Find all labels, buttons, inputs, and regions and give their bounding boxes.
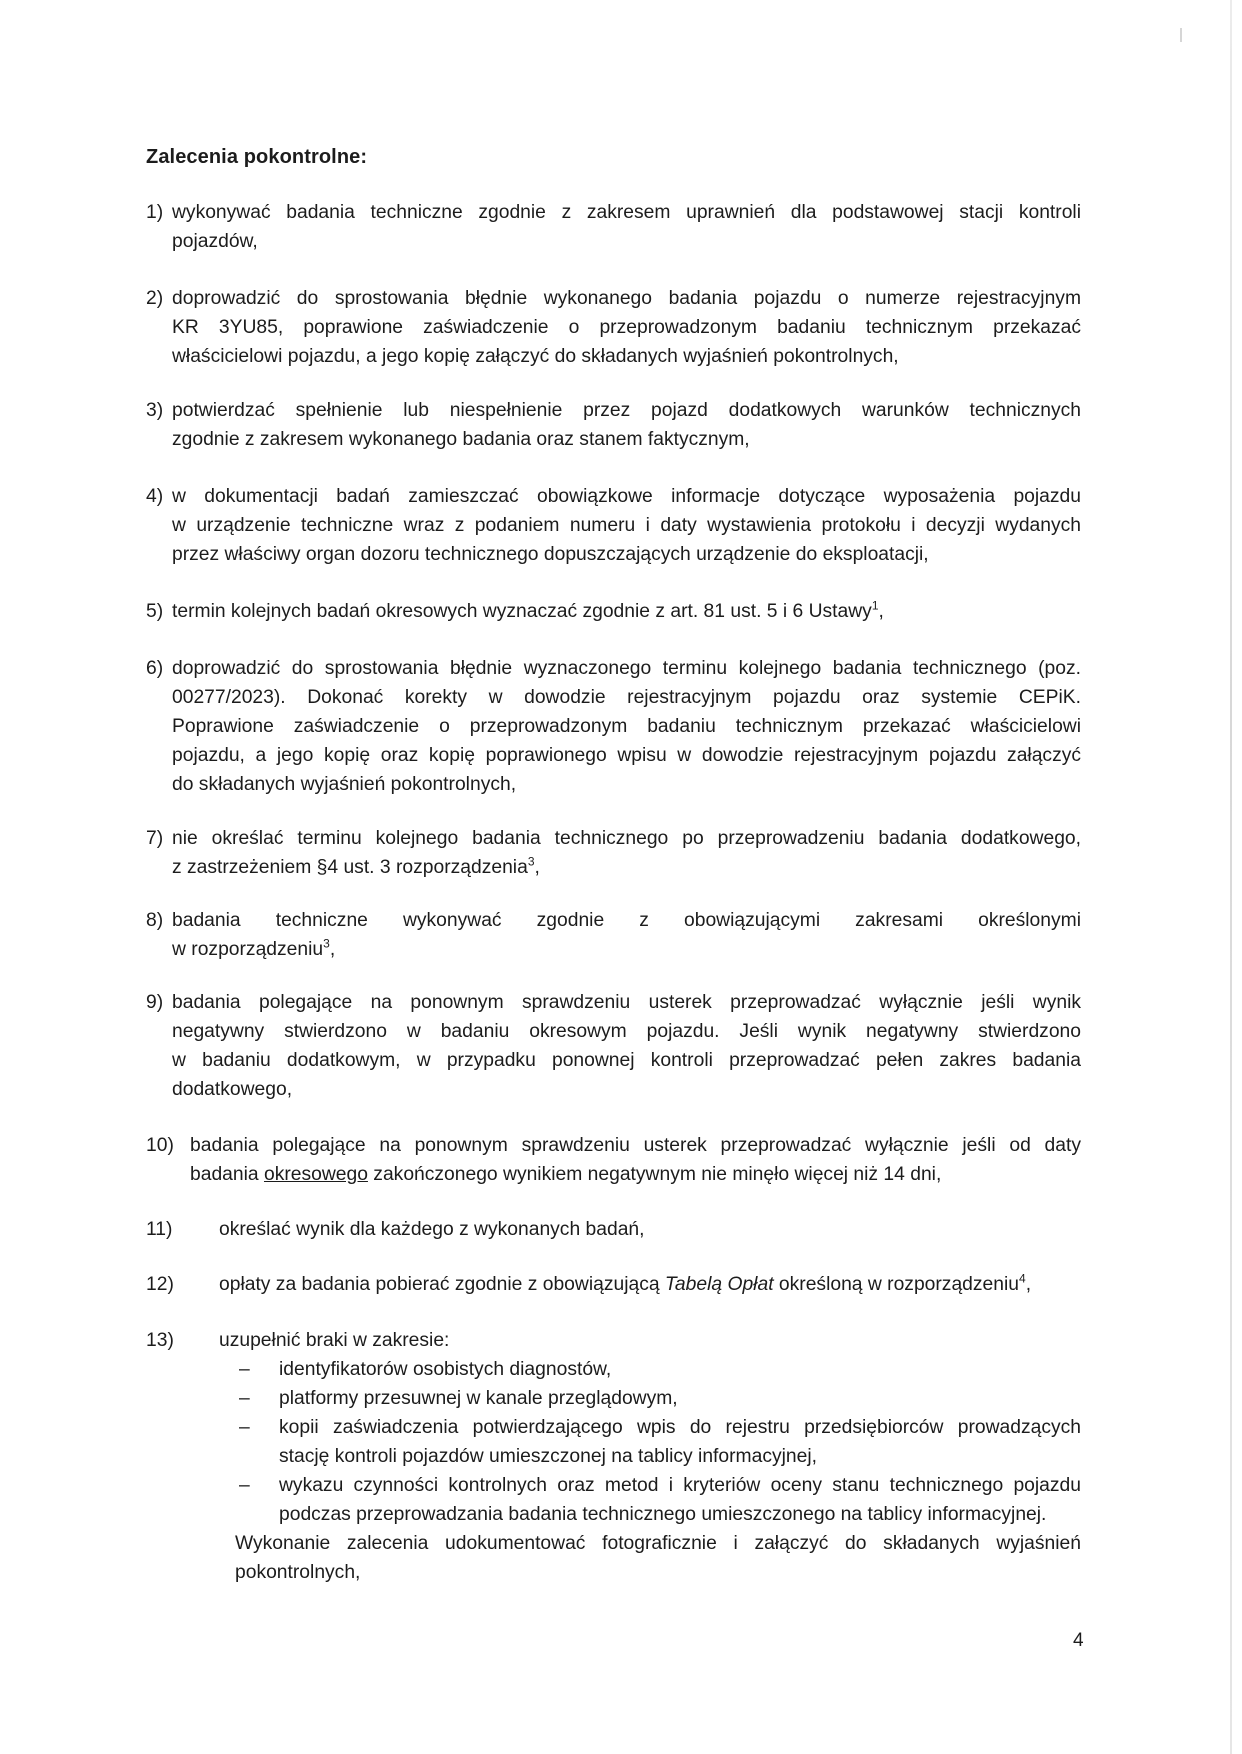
item-text-line: właścicielowi pojazdu, a jego kopię załączyć do składanych wyjaśnień pokontrolnych, [172, 346, 899, 367]
item-number: 6) [146, 658, 164, 679]
item-text-line: KR 3YU85, poprawione zaświadczenie o przeprowadzonym badaniu technicznym przekazać [172, 317, 1081, 338]
item-text: , [329, 939, 336, 960]
sub-item [239, 1384, 1081, 1413]
item-text-line [172, 853, 1081, 882]
recommendation-3 [146, 396, 1081, 454]
item-text-line: dodatkowego, [172, 1079, 293, 1100]
item-text-line: pojazdu, a jego kopię oraz kopię poprawionego wpisu w dowodzie rejestracyjnym pojazdu załączyć [172, 745, 1081, 766]
recommendation-6 [146, 654, 1081, 799]
note-text-line: pokontrolnych, [235, 1562, 361, 1583]
item-text-line: 00277/2023). Dokonać korekty w dowodzie rejestracyjnym pojazdu oraz systemie CEPiK. [172, 687, 1081, 708]
page-number: 4 [1073, 1630, 1084, 1651]
page-edge [1230, 0, 1232, 1754]
item-text-line: w badaniu dodatkowym, w przypadku ponownej kontroli przeprowadzać pełen zakres badania [172, 1050, 1081, 1071]
item-text-line [172, 597, 1081, 626]
item-text-line: negatywny stwierdzono w badaniu okresowym pojazdu. Jeśli wynik negatywny stwierdzono [172, 1021, 1081, 1042]
footnote-ref: 3 [527, 854, 535, 869]
item-text-line: w dokumentacji badań zamieszczać obowiązkowe informacje dotyczące wyposażenia pojazdu [172, 486, 1081, 507]
item-text: termin kolejnych badań okresowych wyznaczać zgodnie z art. 81 ust. 5 i 6 Ustawy [172, 601, 872, 622]
item-text-line: doprowadzić do sprostowania błędnie wykonanego badania pojazdu o numerze rejestracyjnym [172, 288, 1081, 309]
item-number: 12) [146, 1274, 174, 1295]
item-text-line [172, 935, 1081, 964]
item-number: 2) [146, 288, 164, 309]
item-number: 3) [146, 400, 164, 421]
item-text-line [219, 1270, 1081, 1299]
item-text: określoną w rozporządzeniu [773, 1274, 1019, 1295]
item-number: 1) [146, 202, 164, 223]
item-number: 9) [146, 992, 164, 1013]
sub-item-text: platformy przesuwnej w kanale przeglądowym, [279, 1388, 678, 1409]
item-number: 8) [146, 910, 164, 931]
item-text-line: potwierdzać spełnienie lub niespełnienie przez pojazd dodatkowych warunków technicznych [172, 400, 1081, 421]
item-text: w rozporządzeniu [172, 939, 324, 960]
item-text: z zastrzeżeniem §4 ust. 3 rozporządzenia [172, 857, 528, 878]
sub-item-text: identyfikatorów osobistych diagnostów, [279, 1359, 612, 1380]
item-number: 5) [146, 601, 164, 622]
item-text-line: Poprawione zaświadczenie o przeprowadzonym badaniu technicznym przekazać właścicielowi [172, 716, 1081, 737]
recommendation-10 [146, 1131, 1081, 1189]
item-number: 10) [146, 1135, 174, 1156]
item-text-line: doprowadzić do sprostowania błędnie wyznaczonego terminu kolejnego badania technicznego (poz. [172, 658, 1081, 679]
item-text-line: uzupełnić braki w zakresie: [219, 1330, 450, 1351]
item-text: zakończonego wynikiem negatywnym nie minęło więcej niż 14 dni, [367, 1164, 942, 1185]
footnote-ref: 4 [1019, 1271, 1026, 1286]
footnote-ref: 1 [871, 598, 879, 613]
sub-item-text: podczas przeprowadzania badania technicznego umieszczonego na tablicy informacyjnej. [279, 1504, 1047, 1525]
sub-item [239, 1471, 1081, 1529]
item-text-line [190, 1160, 1081, 1189]
item-text-line: badania techniczne wykonywać zgodnie z obowiązującymi zakresami określonymi [172, 910, 1081, 931]
item-text-line: nie określać terminu kolejnego badania technicznego po przeprowadzeniu badania dodatkowego, [172, 828, 1081, 849]
note-text-line: Wykonanie zalecenia udokumentować fotograficznie i załączyć do składanych wyjaśnień [235, 1533, 1081, 1554]
item-text-line: badania polegające na ponownym sprawdzeniu usterek przeprowadzać wyłącznie jeśli wynik [172, 992, 1081, 1013]
item-text: , [878, 601, 884, 622]
item-text: , [534, 857, 540, 878]
scan-mark [1180, 28, 1182, 42]
recommendation-1 [146, 198, 1081, 256]
item-text: opłaty za badania pobierać zgodnie z obowiązującą [219, 1274, 665, 1295]
footnote-ref: 3 [323, 936, 330, 951]
italic-text: Tabelą Opłat [664, 1274, 774, 1295]
recommendation-9 [146, 988, 1081, 1104]
recommendation-13-note [235, 1529, 1081, 1587]
item-text-line: pojazdów, [172, 231, 258, 252]
sub-item-text: stację kontroli pojazdów umieszczonej na tablicy informacyjnej, [279, 1446, 817, 1467]
item-text-line: przez właściwy organ dozoru technicznego dopuszczających urządzenie do eksploatacji, [172, 544, 929, 565]
recommendation-8 [146, 906, 1081, 964]
item-text-line: w urządzenie techniczne wraz z podaniem numeru i daty wystawienia protokołu i decyzji wydanych [172, 515, 1081, 536]
dash-bullet: – [239, 1417, 250, 1438]
dash-bullet: – [239, 1475, 250, 1496]
dash-bullet: – [239, 1359, 250, 1380]
underlined-text: okresowego [263, 1164, 368, 1185]
item-number: 11) [146, 1219, 173, 1240]
dash-bullet: – [239, 1388, 250, 1409]
item-number: 7) [146, 828, 164, 849]
recommendation-11 [146, 1215, 1081, 1244]
recommendation-7 [146, 824, 1081, 882]
recommendation-4 [146, 482, 1081, 569]
section-heading: Zalecenia pokontrolne: [146, 146, 368, 168]
item-number: 4) [146, 486, 164, 507]
item-text: , [1025, 1274, 1032, 1295]
item-text-line: badania polegające na ponownym sprawdzeniu usterek przeprowadzać wyłącznie jeśli od daty [190, 1135, 1081, 1156]
sub-item-text: wykazu czynności kontrolnych oraz metod i kryteriów oceny stanu technicznego pojazdu [279, 1475, 1081, 1496]
item-text-line: do składanych wyjaśnień pokontrolnych, [172, 774, 517, 795]
sub-item [239, 1413, 1081, 1471]
recommendation-5 [146, 597, 1081, 626]
item-text: badania [190, 1164, 264, 1185]
item-text-line: określać wynik dla każdego z wykonanych badań, [219, 1219, 645, 1240]
item-text-line: zgodnie z zakresem wykonanego badania oraz stanem faktycznym, [172, 429, 750, 450]
sub-item [239, 1355, 1081, 1384]
recommendation-12 [146, 1270, 1081, 1299]
item-text-line: wykonywać badania techniczne zgodnie z zakresem uprawnień dla podstawowej stacji kontroli [172, 202, 1081, 223]
item-number: 13) [146, 1330, 174, 1351]
recommendation-2 [146, 284, 1081, 371]
recommendation-13 [146, 1326, 1081, 1355]
sub-item-text: kopii zaświadczenia potwierdzającego wpis do rejestru przedsiębiorców prowadzących [279, 1417, 1081, 1438]
